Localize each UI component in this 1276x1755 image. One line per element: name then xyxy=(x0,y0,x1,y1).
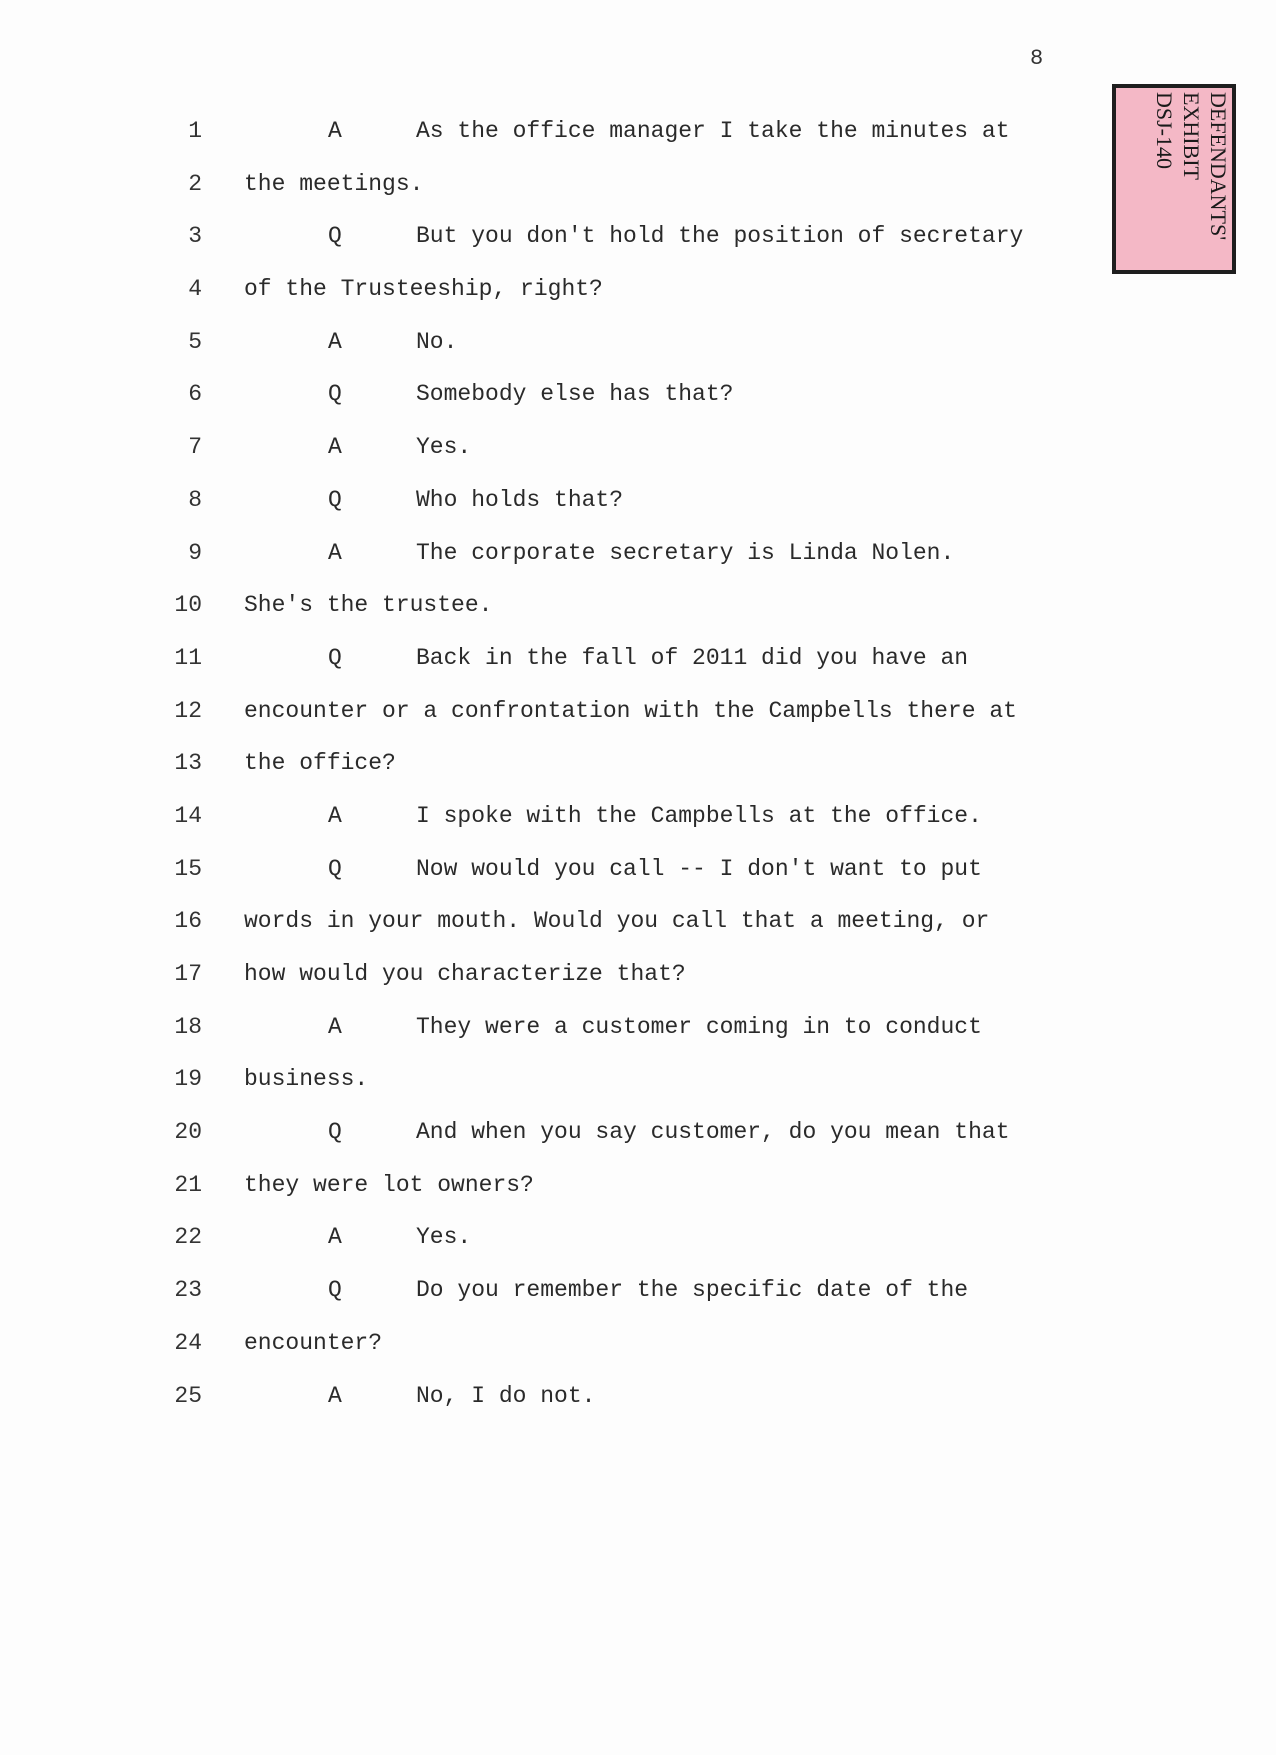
transcript-line xyxy=(0,793,1276,846)
transcript-line xyxy=(0,1373,1276,1426)
exhibit-label-line-3: DSJ-140 xyxy=(1152,92,1177,170)
speaker-label: A xyxy=(328,328,342,355)
line-number: 16 xyxy=(174,908,202,935)
transcript-line xyxy=(0,108,1276,161)
line-text: Yes. xyxy=(416,1224,472,1251)
speaker-label: A xyxy=(328,118,342,144)
line-text: Do you remember the specific date of the xyxy=(416,1277,969,1304)
line-text: how would you characterize that? xyxy=(244,961,686,987)
line-number: 14 xyxy=(174,802,202,829)
transcript-line xyxy=(0,1162,1276,1215)
line-number: 10 xyxy=(174,592,202,619)
transcript-body xyxy=(0,108,1276,1425)
speaker-label: Q xyxy=(328,381,342,408)
speaker-label: Q xyxy=(328,855,342,882)
transcript-line xyxy=(0,213,1276,266)
speaker-label: Q xyxy=(328,1119,342,1146)
line-number: 18 xyxy=(174,1013,202,1040)
line-text: encounter? xyxy=(244,1329,383,1356)
line-text: But you don't hold the position of secretary xyxy=(416,223,1024,250)
line-number: 9 xyxy=(188,539,202,566)
line-text: I spoke with the Campbells at the office. xyxy=(416,802,982,829)
transcript-line xyxy=(0,266,1276,319)
speaker-label: Q xyxy=(328,1277,342,1304)
speaker-label: A xyxy=(328,802,342,829)
transcript-line xyxy=(0,1109,1276,1162)
line-number: 19 xyxy=(174,1066,202,1093)
speaker-label: A xyxy=(328,434,342,461)
line-text: the office? xyxy=(244,750,396,777)
line-number: 22 xyxy=(174,1224,202,1251)
transcript-line xyxy=(0,319,1276,372)
transcript-line xyxy=(0,951,1276,1004)
line-text: the meetings. xyxy=(244,170,424,197)
line-text: of the Trusteeship, right? xyxy=(244,276,603,303)
line-number: 4 xyxy=(188,276,202,303)
transcript-line xyxy=(0,582,1276,635)
speaker-label: A xyxy=(328,1224,342,1251)
speaker-label: A xyxy=(328,539,342,566)
transcript-line xyxy=(0,740,1276,793)
transcript-line xyxy=(0,477,1276,530)
line-number: 1 xyxy=(188,118,202,144)
transcript-line xyxy=(0,1004,1276,1057)
line-number: 12 xyxy=(174,697,202,724)
line-text: Back in the fall of 2011 did you have an xyxy=(416,644,969,671)
line-number: 25 xyxy=(174,1382,202,1409)
transcript-line xyxy=(0,688,1276,741)
line-text: Now would you call -- I don't want to put xyxy=(416,855,982,882)
speaker-label: Q xyxy=(328,644,342,671)
line-number: 5 xyxy=(188,328,202,355)
transcript-line xyxy=(0,161,1276,214)
exhibit-label-line-1: DEFENDANTS' xyxy=(1206,92,1231,241)
line-number: 8 xyxy=(188,486,202,513)
page-number: 8 xyxy=(1030,46,1044,71)
line-text: She's the trustee. xyxy=(244,592,493,619)
line-text: They were a customer coming in to conduct xyxy=(416,1013,982,1040)
transcript-line xyxy=(0,1214,1276,1267)
line-text: encounter or a confrontation with the Campbells there at xyxy=(244,697,1017,724)
transcript-line xyxy=(0,635,1276,688)
line-text: As the office manager I take the minutes at xyxy=(416,118,1010,144)
line-number: 20 xyxy=(174,1119,202,1146)
line-text: Who holds that? xyxy=(416,486,624,513)
exhibit-label-line-2: EXHIBIT xyxy=(1179,92,1204,180)
line-text: No. xyxy=(416,328,458,355)
speaker-label: A xyxy=(328,1013,342,1040)
speaker-label: Q xyxy=(328,223,342,250)
line-number: 3 xyxy=(188,223,202,250)
transcript-line xyxy=(0,424,1276,477)
transcript-line xyxy=(0,371,1276,424)
speaker-label: A xyxy=(328,1382,342,1409)
line-number: 7 xyxy=(188,434,202,461)
line-number: 21 xyxy=(174,1171,202,1198)
transcript-line xyxy=(0,898,1276,951)
line-text: words in your mouth. Would you call that a meeting, or xyxy=(244,908,990,935)
line-text: And when you say customer, do you mean that xyxy=(416,1119,1010,1146)
line-text: Somebody else has that? xyxy=(416,381,734,408)
transcript-line xyxy=(0,1320,1276,1373)
line-number: 15 xyxy=(174,855,202,882)
transcript-line xyxy=(0,846,1276,899)
speaker-label: Q xyxy=(328,486,342,513)
line-number: 24 xyxy=(174,1329,202,1356)
line-number: 13 xyxy=(174,750,202,777)
line-number: 2 xyxy=(188,170,202,197)
transcript-line xyxy=(0,530,1276,583)
line-number: 23 xyxy=(174,1277,202,1304)
line-number: 6 xyxy=(188,381,202,408)
transcript-line xyxy=(0,1267,1276,1320)
transcript-line xyxy=(0,1056,1276,1109)
line-text: The corporate secretary is Linda Nolen. xyxy=(416,539,955,566)
line-text: business. xyxy=(244,1066,369,1093)
line-number: 17 xyxy=(174,961,202,987)
line-text: they were lot owners? xyxy=(244,1171,534,1198)
line-text: No, I do not. xyxy=(416,1382,596,1409)
line-number: 11 xyxy=(174,644,202,671)
line-text: Yes. xyxy=(416,434,472,461)
